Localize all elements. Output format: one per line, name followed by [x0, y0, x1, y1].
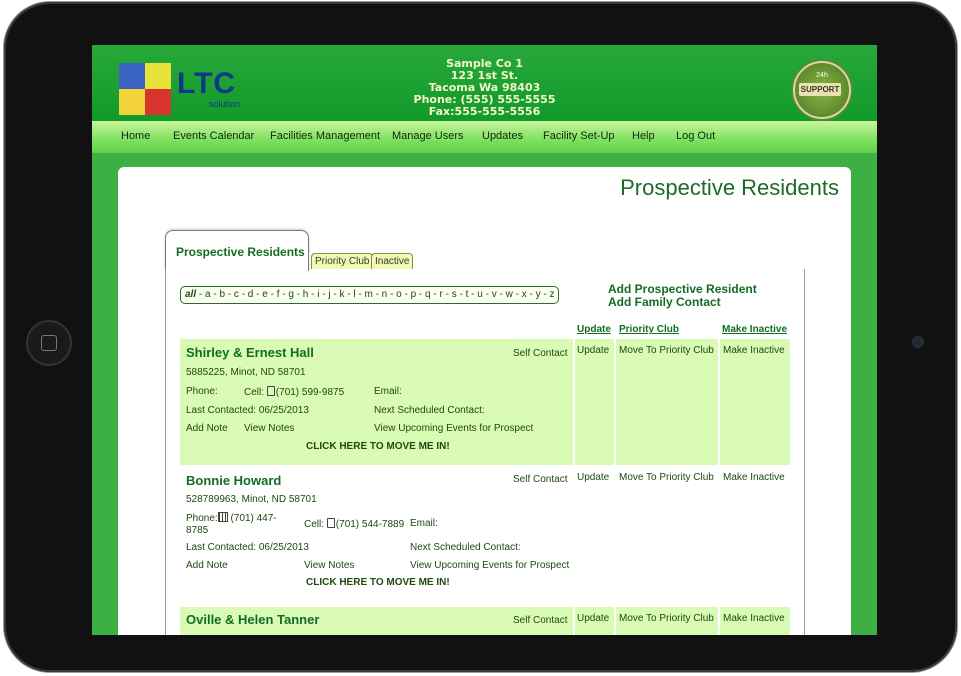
add-family-contact-link[interactable]: Add Family Contact	[608, 295, 721, 309]
company-fax: Fax:555-555-5556	[428, 105, 541, 118]
column-header-priority-club[interactable]: Priority Club	[619, 324, 680, 335]
resident-name[interactable]: Shirley & Ernest Hall	[186, 345, 314, 360]
main-nav	[92, 121, 877, 153]
company-city: Tacoma Wa 98403	[428, 81, 541, 94]
view-upcoming-events-link[interactable]: View Upcoming Events for Prospect	[374, 423, 534, 434]
nav-updates[interactable]: Updates	[482, 130, 523, 142]
resident-address: 5885225, Minot, ND 58701	[186, 367, 306, 378]
last-contacted-label: Last Contacted:	[186, 542, 257, 553]
tab-priority-club[interactable]: Priority Club	[311, 253, 373, 269]
add-prospective-resident-link[interactable]: Add Prospective Resident	[608, 282, 757, 296]
next-scheduled-contact-label: Next Scheduled Contact:	[410, 542, 521, 553]
last-contacted-date: 06/25/2013	[258, 542, 309, 553]
view-notes-link[interactable]: View Notes	[304, 560, 355, 571]
email-label: Email:	[410, 518, 438, 529]
ltc-logo[interactable]	[119, 61, 239, 119]
nav-log-out[interactable]: Log Out	[676, 130, 716, 142]
move-to-priority-club-link[interactable]: Move To Priority Club	[619, 613, 714, 624]
puzzle-icon	[119, 63, 171, 115]
resident-name[interactable]: Oville & Helen Tanner	[186, 612, 320, 627]
update-link[interactable]: Update	[577, 345, 610, 356]
support-badge[interactable]	[793, 61, 851, 119]
move-me-in-link[interactable]: CLICK HERE TO MOVE ME IN!	[306, 441, 450, 452]
nav-facilities-management[interactable]: Facilities Management	[270, 130, 381, 142]
make-inactive-link[interactable]: Make Inactive	[723, 613, 785, 624]
home-button[interactable]	[26, 320, 72, 366]
logo-text: LTC	[177, 67, 237, 100]
add-links	[608, 283, 757, 309]
phone-label: Phone:	[186, 513, 218, 524]
company-street: 123 1st St.	[450, 69, 519, 82]
nav-manage-users[interactable]: Manage Users	[392, 130, 464, 142]
self-contact-link[interactable]: Self Contact	[513, 474, 568, 485]
company-phone: Phone: (555) 555-5555	[413, 93, 556, 106]
tab-prospective-residents[interactable]	[165, 230, 309, 271]
home-phone	[186, 512, 286, 537]
resident-record	[180, 339, 790, 465]
logo-subtext: solution	[209, 99, 241, 109]
last-contacted	[186, 405, 309, 416]
landline-phone-icon	[218, 512, 228, 522]
next-scheduled-contact-label: Next Scheduled Contact:	[374, 405, 485, 416]
nav-home[interactable]: Home	[121, 130, 151, 142]
move-to-priority-club-link[interactable]: Move To Priority Club	[619, 345, 714, 356]
content-panel	[118, 167, 851, 635]
nav-help[interactable]: Help	[632, 130, 655, 142]
company-name: Sample Co 1	[446, 57, 523, 70]
cell-phone	[304, 518, 404, 530]
make-inactive-link[interactable]: Make Inactive	[723, 345, 785, 356]
alphabet-filter	[180, 286, 559, 304]
tab-prospective-residents-label: Prospective Residents	[176, 245, 305, 259]
tablet-frame	[4, 2, 957, 672]
resident-record	[180, 607, 790, 635]
cell-phone	[244, 386, 344, 398]
add-note-link[interactable]: Add Note	[186, 560, 228, 571]
nav-facility-setup[interactable]: Facility Set-Up	[543, 130, 615, 142]
update-link[interactable]: Update	[577, 472, 610, 483]
mobile-phone-icon	[267, 386, 275, 396]
self-contact-link[interactable]: Self Contact	[513, 348, 568, 359]
last-contacted-date: 06/25/2013	[258, 405, 309, 416]
cell-number: (701) 599-9875	[275, 387, 345, 398]
camera-icon	[912, 336, 924, 348]
alphabet-all-link[interactable]: all	[185, 289, 197, 300]
resident-address: 528789963, Minot, ND 58701	[186, 494, 317, 505]
cell-number: (701) 544-7889	[335, 519, 405, 530]
resident-record	[180, 465, 790, 605]
cell-label: Cell:	[244, 387, 265, 398]
site-header	[92, 45, 877, 121]
support-badge-24h: 24h	[816, 72, 828, 79]
phone-number: (701) 447-8785	[186, 513, 277, 536]
column-header-make-inactive[interactable]: Make Inactive	[722, 324, 788, 335]
alphabet-letter-links[interactable]: - a - b - c - d - e - f - g - h - i - j - k - l - m - n - o - p - q - r - s - t - u - v - w - x - y - z	[198, 289, 555, 300]
page-title: Prospective Residents	[620, 175, 839, 200]
self-contact-link[interactable]: Self Contact	[513, 615, 568, 626]
last-contacted	[186, 542, 309, 553]
make-inactive-link[interactable]: Make Inactive	[723, 472, 785, 483]
move-me-in-link[interactable]: CLICK HERE TO MOVE ME IN!	[306, 577, 450, 588]
mobile-phone-icon	[327, 518, 335, 528]
nav-events-calendar[interactable]: Events Calendar	[173, 130, 255, 142]
screen	[92, 45, 877, 635]
column-header-update[interactable]: Update	[577, 324, 611, 335]
phone-label: Phone:	[186, 386, 218, 397]
view-upcoming-events-link[interactable]: View Upcoming Events for Prospect	[410, 560, 570, 571]
view-notes-link[interactable]: View Notes	[244, 423, 295, 434]
email-label: Email:	[374, 386, 402, 397]
update-link[interactable]: Update	[577, 613, 610, 624]
tab-inactive[interactable]: Inactive	[371, 253, 413, 269]
support-badge-label: SUPPORT	[800, 85, 840, 94]
cell-label: Cell:	[304, 519, 325, 530]
resident-name[interactable]: Bonnie Howard	[186, 473, 282, 488]
add-note-link[interactable]: Add Note	[186, 423, 228, 434]
company-info	[352, 58, 617, 118]
last-contacted-label: Last Contacted:	[186, 405, 257, 416]
move-to-priority-club-link[interactable]: Move To Priority Club	[619, 472, 714, 483]
